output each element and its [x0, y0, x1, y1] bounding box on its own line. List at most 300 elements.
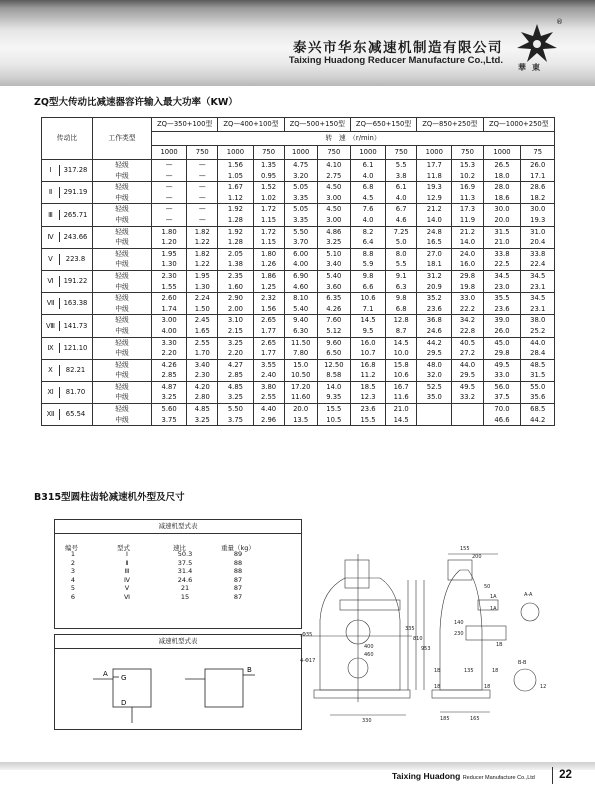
power-value: — [152, 204, 187, 215]
power-value: 14.5 [386, 415, 417, 426]
model-number: 4 [70, 575, 76, 584]
model-weight: 87 [233, 592, 243, 601]
power-value: 14.0 [452, 237, 483, 248]
power-value: 9.8 [350, 270, 385, 281]
speed-cell: 750 [386, 146, 417, 160]
power-value: 1.77 [253, 348, 284, 359]
model-type: Ⅵ [124, 592, 130, 601]
power-value: 1.38 [218, 259, 253, 270]
power-value: 35.5 [483, 293, 521, 304]
page-number: 22 [552, 767, 578, 784]
dim-label: 18 [484, 684, 491, 690]
power-value: 34.5 [483, 270, 521, 281]
model-number: 3 [70, 567, 76, 576]
dim-label: 1B [434, 668, 441, 674]
group-ratio: 81.70 [65, 388, 86, 397]
power-value: 1.77 [253, 326, 284, 337]
position-box-b [205, 669, 243, 707]
power-value: 4.87 [152, 381, 187, 392]
position-box-a [113, 669, 151, 707]
power-value: 2.85 [152, 370, 187, 381]
side-view-body [440, 570, 482, 690]
table-row [42, 348, 555, 359]
group-ratio: 121.10 [63, 343, 88, 352]
work-level: 轻级 [93, 182, 152, 193]
group-ratio: 223.8 [65, 255, 86, 264]
model-type: Ⅴ [124, 584, 130, 593]
power-value: 5.50 [218, 404, 253, 415]
power-value: 48.5 [521, 359, 555, 370]
roman-numeral [42, 182, 93, 204]
power-value: 3.25 [187, 415, 218, 426]
power-value: 1.50 [187, 304, 218, 315]
model-weight: 89 [233, 550, 243, 558]
front-view-body [320, 578, 400, 690]
group-roman: Ⅳ [43, 232, 60, 243]
group-roman: Ⅰ [43, 165, 60, 176]
power-value: 1.56 [253, 304, 284, 315]
power-value: 31.5 [483, 226, 521, 237]
power-value: 2.80 [187, 392, 218, 403]
footer-brand-name: Taixing Huadong [392, 771, 461, 781]
power-value: — [152, 182, 187, 193]
footer-bar [0, 762, 595, 770]
power-value: 33.2 [452, 392, 483, 403]
group-ratio: 65.54 [65, 410, 86, 419]
power-value: 33.8 [483, 248, 521, 259]
power-value: 19.3 [417, 182, 452, 193]
power-value: 6.50 [317, 348, 350, 359]
power-value: 26.5 [483, 160, 521, 171]
model-number: 2 [70, 558, 76, 567]
header-type: 型式 [117, 544, 130, 552]
dim-label: 135 [464, 668, 474, 674]
group-roman: Ⅶ [43, 298, 60, 309]
power-value: 24.0 [452, 248, 483, 259]
power-value: 39.0 [483, 315, 521, 326]
power-value: 18.0 [483, 171, 521, 182]
power-value: 23.1 [521, 304, 555, 315]
power-value: 18.6 [483, 193, 521, 204]
power-value: 33.8 [521, 248, 555, 259]
group-ratio: 191.22 [63, 277, 88, 286]
roman-numeral [42, 160, 93, 182]
power-value: 25.2 [521, 326, 555, 337]
power-value: 16.0 [452, 259, 483, 270]
work-level: 轻级 [93, 293, 152, 304]
power-value: 5.9 [350, 259, 385, 270]
type-column [117, 550, 137, 602]
power-value: 5.05 [284, 204, 317, 215]
power-value: 4.27 [218, 359, 253, 370]
dim-label: 330 [362, 718, 372, 724]
power-value: 3.00 [317, 215, 350, 226]
model-header: ZQ—500+150型 [284, 118, 350, 132]
power-value: 26.0 [483, 326, 521, 337]
power-value: 2.20 [218, 348, 253, 359]
group-roman: Ⅴ [43, 254, 60, 265]
power-value: 8.7 [386, 326, 417, 337]
dim-label: 18 [492, 668, 499, 674]
roman-numeral [42, 270, 93, 292]
pos-label-b: B [247, 666, 252, 674]
model-ratio: 31.4 [177, 567, 193, 576]
work-level: 中级 [93, 282, 152, 293]
power-value: 4.10 [317, 160, 350, 171]
power-value: 28.4 [521, 348, 555, 359]
work-level: 轻级 [93, 270, 152, 281]
power-value [452, 404, 483, 415]
power-value: 15.0 [284, 359, 317, 370]
power-value: 5.50 [284, 226, 317, 237]
power-value: 14.5 [386, 337, 417, 348]
power-value: 48.0 [417, 359, 452, 370]
power-value: 4.6 [386, 215, 417, 226]
mounting-positions [55, 649, 301, 729]
power-value: 3.70 [284, 237, 317, 248]
power-value: 8.58 [317, 370, 350, 381]
power-value: 3.60 [317, 282, 350, 293]
power-value: 16.7 [386, 381, 417, 392]
roman-numeral [42, 337, 93, 359]
power-value: 7.60 [317, 315, 350, 326]
power-value: 1.20 [152, 237, 187, 248]
power-value: 1.82 [187, 226, 218, 237]
power-value: 1.26 [253, 259, 284, 270]
power-value: 34.5 [521, 293, 555, 304]
work-level: 轻级 [93, 381, 152, 392]
dim-label: 335 [405, 626, 415, 632]
power-value: 1.15 [253, 215, 284, 226]
dim-label: 1A [490, 606, 497, 612]
power-value: 16.0 [350, 337, 385, 348]
power-value: 6.4 [350, 237, 385, 248]
power-value: 23.1 [521, 282, 555, 293]
table-row [42, 370, 555, 381]
dim-label: 400 [364, 644, 374, 650]
power-value: 1.82 [187, 248, 218, 259]
work-level: 轻级 [93, 248, 152, 259]
speed-cell: 1000 [483, 146, 521, 160]
power-value: 31.0 [521, 226, 555, 237]
power-value: 2.55 [253, 392, 284, 403]
power-value: 52.5 [417, 381, 452, 392]
speed-cell: 75 [521, 146, 555, 160]
table-row [42, 359, 555, 370]
power-value: 40.5 [452, 337, 483, 348]
power-value: 3.20 [284, 171, 317, 182]
power-value: 44.0 [521, 337, 555, 348]
model-type: Ⅱ [125, 558, 129, 567]
work-level: 轻级 [93, 359, 152, 370]
position-table-title: 减速机型式表 [55, 635, 301, 649]
power-value: 6.1 [350, 160, 385, 171]
table-row [42, 270, 555, 281]
power-value: — [187, 204, 218, 215]
power-value: 1.22 [187, 259, 218, 270]
power-value: 3.25 [317, 237, 350, 248]
power-value [417, 404, 452, 415]
power-value: 1.74 [152, 304, 187, 315]
table-row [42, 315, 555, 326]
power-value: 4.0 [386, 193, 417, 204]
model-ratio: 24.6 [177, 575, 193, 584]
power-value: 17.7 [417, 160, 452, 171]
dim-label: 140 [454, 620, 464, 626]
speed-cell: 1000 [284, 146, 317, 160]
power-value [452, 415, 483, 426]
power-value: 16.9 [452, 182, 483, 193]
power-value: 21.2 [417, 204, 452, 215]
power-value: 24.6 [417, 326, 452, 337]
power-value: 3.40 [317, 259, 350, 270]
group-roman: Ⅹ [43, 365, 60, 376]
footer-brand-sub: Reducer Manufacture Co.,Ltd [462, 775, 535, 781]
power-value: 7.25 [386, 226, 417, 237]
power-value: 1.95 [152, 248, 187, 259]
roman-numeral [42, 293, 93, 315]
power-value: 2.30 [187, 370, 218, 381]
model-ratio: 50.3 [177, 550, 193, 558]
power-value: 6.35 [317, 293, 350, 304]
position-table [54, 634, 302, 730]
power-value: 5.0 [386, 237, 417, 248]
model-weight: 88 [233, 567, 243, 576]
model-number: 6 [70, 592, 76, 601]
power-value: 1.55 [152, 282, 187, 293]
power-value: 6.6 [350, 282, 385, 293]
power-value: 4.0 [350, 215, 385, 226]
power-value: 12.9 [417, 193, 452, 204]
model-header: ZQ—1000+250型 [483, 118, 555, 132]
power-value: 3.10 [218, 315, 253, 326]
power-value: 1.30 [187, 282, 218, 293]
group-ratio: 265.71 [63, 210, 88, 219]
power-value: 2.24 [187, 293, 218, 304]
roman-numeral [42, 359, 93, 381]
weight-column [225, 550, 251, 602]
dim-label: 1B [496, 642, 503, 648]
model-ratio: 21 [180, 584, 190, 593]
power-value: 5.5 [386, 160, 417, 171]
power-value: 4.60 [284, 282, 317, 293]
power-value: 30.0 [521, 204, 555, 215]
power-value: 2.15 [218, 326, 253, 337]
power-value: 3.40 [187, 359, 218, 370]
power-value: 56.0 [483, 381, 521, 392]
power-value: 4.85 [218, 381, 253, 392]
power-value: 31.5 [521, 370, 555, 381]
group-ratio: 317.28 [63, 166, 88, 175]
model-ratio: 37.5 [177, 558, 193, 567]
table-row [42, 337, 555, 348]
power-value: 9.35 [317, 392, 350, 403]
table-row [42, 282, 555, 293]
group-ratio: 291.19 [63, 188, 88, 197]
power-value: 45.0 [483, 337, 521, 348]
power-value: 1.72 [253, 226, 284, 237]
power-value: 4.00 [284, 259, 317, 270]
power-value: 2.00 [218, 304, 253, 315]
model-weight: 87 [233, 575, 243, 584]
power-value: 4.26 [317, 304, 350, 315]
power-value: 23.6 [417, 304, 452, 315]
dim-label: 200 [472, 554, 482, 560]
logo-text: 華東 [518, 63, 546, 72]
power-value: — [187, 193, 218, 204]
power-value: 1.92 [218, 204, 253, 215]
power-value: 26.0 [521, 160, 555, 171]
power-value: 3.25 [218, 392, 253, 403]
pos-label-g: G [121, 674, 127, 682]
section2-title: B315型圆柱齿轮减速机外型及尺寸 [34, 492, 185, 503]
power-value: 19.8 [452, 282, 483, 293]
model-type: Ⅰ [126, 550, 128, 558]
number-column [63, 550, 83, 602]
work-level: 轻级 [93, 315, 152, 326]
model-weight: 87 [233, 584, 243, 593]
dim-label: A-A [524, 592, 533, 598]
power-value: 46.6 [483, 415, 521, 426]
table-row [42, 304, 555, 315]
company-name-cn: 泰兴市华东减速机制造有限公司 [293, 40, 503, 56]
work-level: 中级 [93, 193, 152, 204]
group-roman: Ⅵ [43, 276, 60, 287]
power-value: 1.86 [253, 270, 284, 281]
power-value: 3.35 [284, 215, 317, 226]
header-ratio: 速比 [173, 544, 186, 552]
power-value: 1.95 [187, 270, 218, 281]
power-value: 9.8 [386, 293, 417, 304]
model-number: 1 [70, 550, 76, 558]
ratio-column [173, 550, 197, 602]
power-value: 1.35 [253, 160, 284, 171]
work-level: 中级 [93, 171, 152, 182]
power-value: 10.0 [386, 348, 417, 359]
power-value: 35.2 [417, 293, 452, 304]
power-value: 5.60 [152, 404, 187, 415]
power-value: 1.72 [253, 204, 284, 215]
power-value: 3.35 [284, 193, 317, 204]
power-value: 31.2 [417, 270, 452, 281]
speed-cell: 1000 [350, 146, 385, 160]
power-value: 1.28 [218, 237, 253, 248]
table-row [42, 193, 555, 204]
power-value: 29.5 [452, 370, 483, 381]
power-value: 6.90 [284, 270, 317, 281]
power-value: 5.40 [284, 304, 317, 315]
power-value: 3.00 [152, 315, 187, 326]
power-value: 6.1 [386, 182, 417, 193]
power-value: 70.0 [483, 404, 521, 415]
power-value: 32.0 [417, 370, 452, 381]
power-value: 5.40 [317, 270, 350, 281]
power-value: 4.75 [284, 160, 317, 171]
power-value: 3.00 [317, 193, 350, 204]
model-ratio: 15 [180, 592, 190, 601]
power-value: 10.6 [386, 370, 417, 381]
power-value: 1.80 [253, 248, 284, 259]
section-a-a [521, 603, 539, 621]
speed-cell: 1000 [218, 146, 253, 160]
power-value [417, 415, 452, 426]
power-value: — [152, 215, 187, 226]
dim-label: 18 [434, 684, 441, 690]
footer-brand [392, 771, 535, 781]
power-value: 9.5 [350, 326, 385, 337]
table-row [42, 326, 555, 337]
work-level: 轻级 [93, 404, 152, 415]
power-value: 2.65 [253, 337, 284, 348]
speed-cell: 1000 [152, 146, 187, 160]
power-value: 34.2 [452, 315, 483, 326]
power-value: — [152, 160, 187, 171]
table-row [42, 204, 555, 215]
power-value: 1.02 [253, 193, 284, 204]
model-weight: 88 [233, 558, 243, 567]
power-table [41, 117, 555, 426]
power-value: 29.8 [452, 270, 483, 281]
dim-label: 165 [470, 716, 480, 722]
work-level: 轻级 [93, 204, 152, 215]
group-roman: Ⅻ [43, 409, 60, 420]
power-value: 6.30 [284, 326, 317, 337]
power-value: 24.8 [417, 226, 452, 237]
power-value: 6.8 [350, 182, 385, 193]
power-value: 12.8 [386, 315, 417, 326]
power-value: 22.2 [452, 304, 483, 315]
power-value: 21.0 [483, 237, 521, 248]
table-row [42, 259, 555, 270]
power-value: 1.12 [218, 193, 253, 204]
power-value: 4.50 [317, 182, 350, 193]
dim-label: 185 [440, 716, 450, 722]
dim-label: 12 [540, 684, 547, 690]
power-value: 1.70 [187, 348, 218, 359]
power-value: 15.3 [452, 160, 483, 171]
header-number: 编号 [65, 544, 78, 552]
power-value: 1.67 [218, 182, 253, 193]
speed-cell: 1000 [417, 146, 452, 160]
power-value: 1.22 [187, 237, 218, 248]
power-value: 4.40 [253, 404, 284, 415]
power-value: 9.60 [317, 337, 350, 348]
power-value: 3.80 [253, 381, 284, 392]
power-value: 29.8 [483, 348, 521, 359]
power-value: 28.6 [521, 182, 555, 193]
table-row [42, 415, 555, 426]
group-roman: Ⅲ [43, 210, 60, 221]
power-value: 22.4 [521, 259, 555, 270]
power-value: — [187, 182, 218, 193]
power-value: 1.80 [152, 226, 187, 237]
power-value: 9.40 [284, 315, 317, 326]
table-row [42, 226, 555, 237]
power-value: 16.5 [417, 237, 452, 248]
power-value: 33.0 [452, 293, 483, 304]
power-value: 4.00 [152, 326, 187, 337]
table-row [42, 237, 555, 248]
power-value: 3.25 [152, 392, 187, 403]
power-value: 1.65 [187, 326, 218, 337]
group-roman: Ⅸ [43, 343, 60, 354]
power-value: 23.6 [483, 304, 521, 315]
dim-label: B-B [518, 660, 527, 666]
power-value: 2.55 [187, 337, 218, 348]
power-value: 1.05 [218, 171, 253, 182]
power-value: 8.8 [350, 248, 385, 259]
power-value: — [187, 215, 218, 226]
